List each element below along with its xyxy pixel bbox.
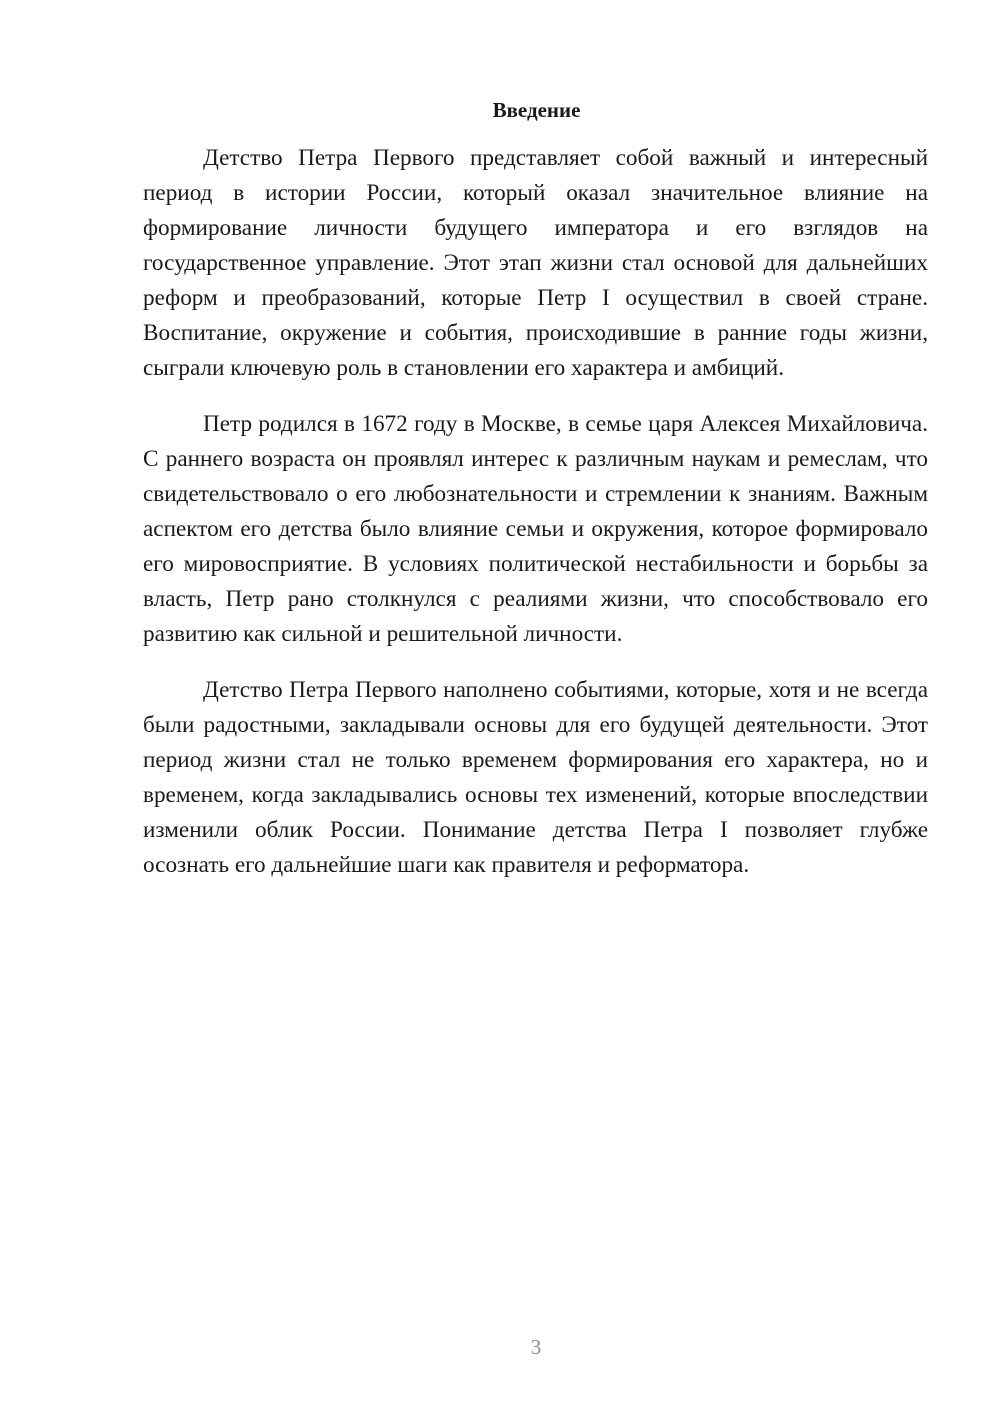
paragraph-1: Детство Петра Первого представляет собой важный и интересный период в истории России, который оказал значительное влияние на формирование личности будущего императора и его взглядов на государственное управление. Этот этап жизни стал основой для дальнейших реформ и преобразований, которые Петр I осуществил в своей стране. Воспитание, окружение и события, происходившие в ранние годы жизни, сыграли ключевую роль в становлении его характера и амбиций. xyxy=(143,145,928,381)
paragraph-2: Петр родился в 1672 году в Москве, в семье царя Алексея Михайловича. С раннего возраста он проявлял интерес к различным наукам и ремеслам, что свидетельствовало о его любознательности и стремлении к знаниям. Важным аспектом его детства было влияние семьи и окружения, которое формировало его мировосприятие. В условиях политической нестабильности и борьбы за власть, Петр рано столкнулся с реалиями жизни, что способствовало его развитию как сильной и решительной личности. xyxy=(143,411,928,647)
document-body xyxy=(143,95,928,883)
page-number: 3 xyxy=(530,1335,542,1359)
section-heading: Введение xyxy=(492,98,581,122)
paragraph-3: Детство Петра Первого наполнено событиями, которые, хотя и не всегда были радостными, закладывали основы для его будущей деятельности. Этот период жизни стал не только временем формирования его характера, но и временем, когда закладывались основы тех изменений, которые впоследствии изменили облик России. Понимание детства Петра I позволяет глубже осознать его дальнейшие шаги как правителя и реформатора. xyxy=(143,677,928,878)
